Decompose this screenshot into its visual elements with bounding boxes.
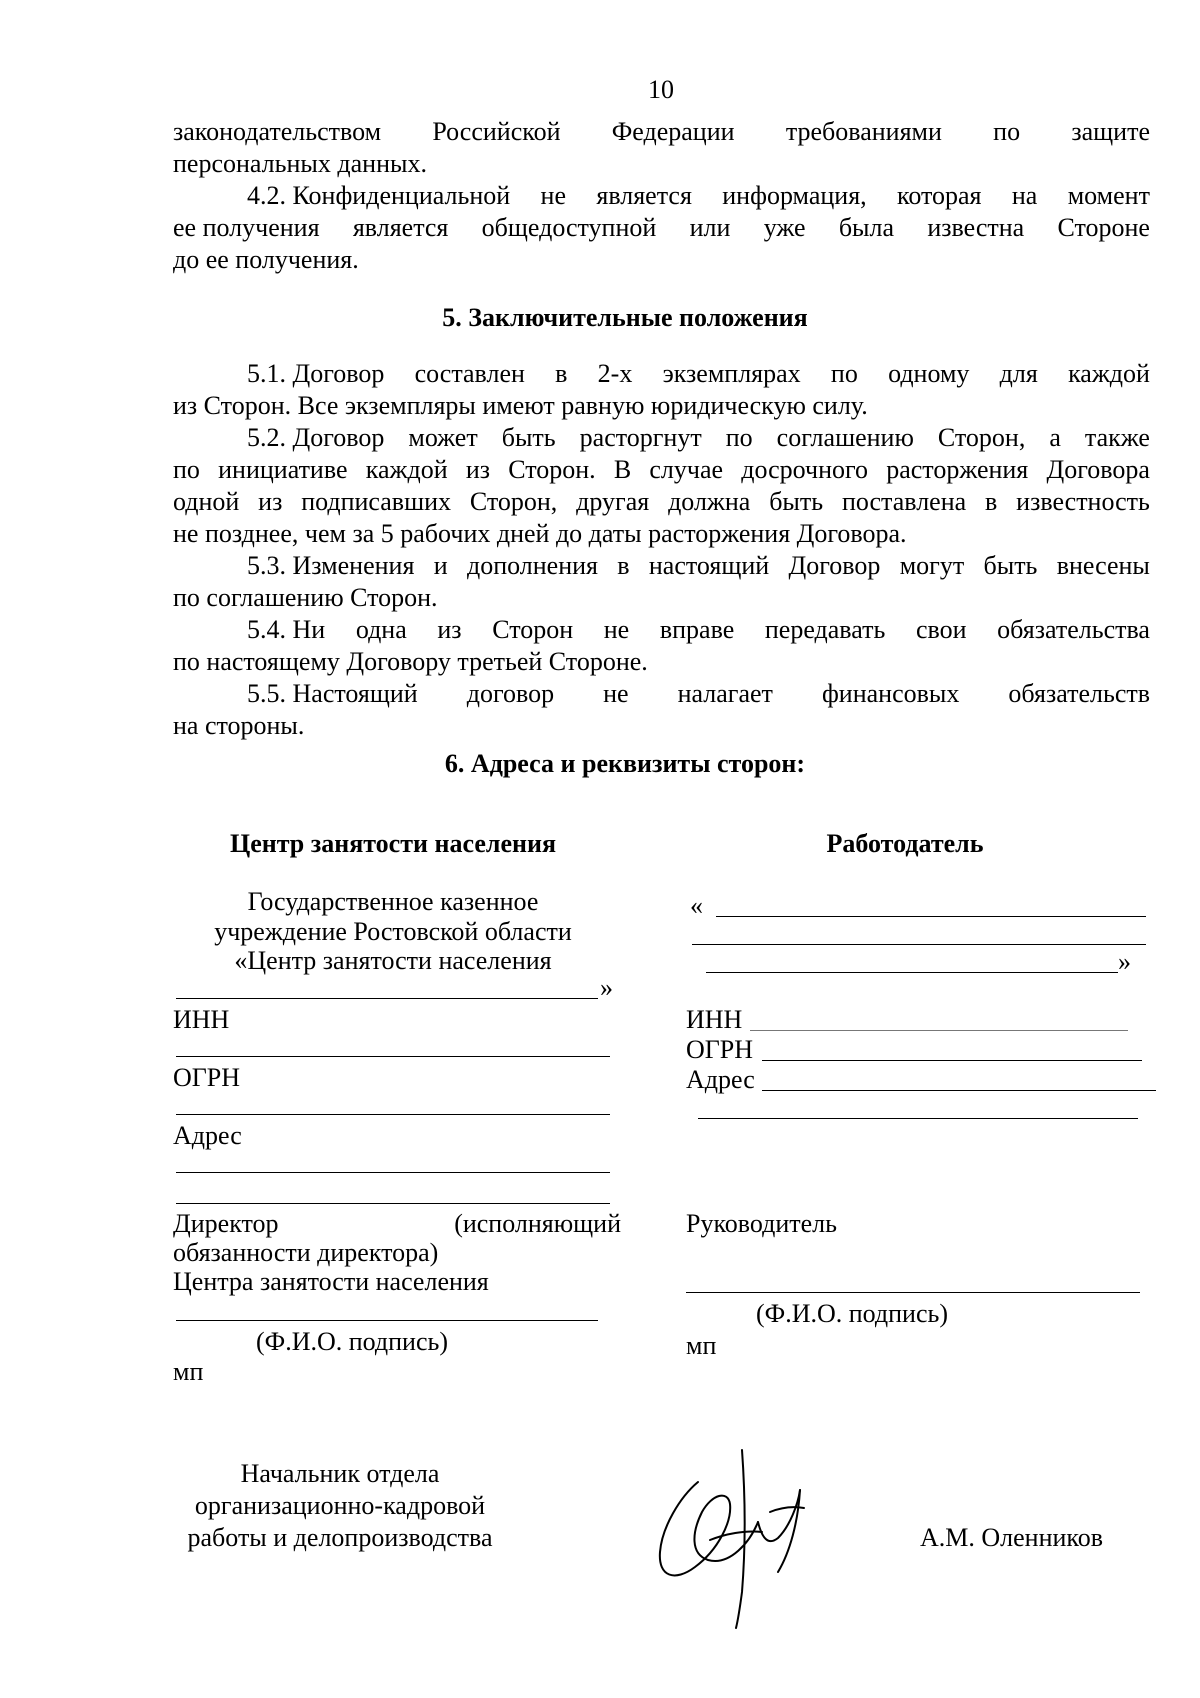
left-fio-caption: (Ф.И.О. подпись) <box>256 1327 449 1356</box>
word: В <box>613 455 632 484</box>
word: для <box>999 359 1038 388</box>
word: момент <box>1067 181 1150 210</box>
right-close-quote: » <box>1118 947 1131 976</box>
word: налагает <box>677 679 773 708</box>
p55-line-2: на стороны. <box>173 711 305 740</box>
word: не <box>603 679 629 708</box>
p51-line-1 <box>247 358 1150 390</box>
word: каждой <box>1068 359 1150 388</box>
right-mp: мп <box>686 1331 717 1360</box>
p53-line-2: по соглашению Сторон. <box>173 583 438 612</box>
word: одной <box>173 487 240 516</box>
word: в <box>555 359 568 388</box>
word: 5.5. Настоящий <box>247 679 418 708</box>
word: быть <box>501 423 556 452</box>
right-ogrn-label: ОГРН <box>686 1035 754 1064</box>
word: 5.2. Договор <box>247 423 385 452</box>
word: Стороне <box>1057 213 1150 242</box>
p52-line-2 <box>173 454 1150 486</box>
word: досрочного <box>741 455 869 484</box>
right-signature-blank <box>686 1292 1140 1293</box>
word: 5.4. Ни <box>247 615 326 644</box>
word: также <box>1084 423 1150 452</box>
footer-position-line-1: Начальник отдела <box>240 1459 440 1488</box>
word: на <box>1011 181 1038 210</box>
footer-position-line-2: организационно-кадровой <box>194 1491 486 1520</box>
word: подписавших <box>301 487 452 516</box>
p52-line-4: не позднее, чем за 5 рабочих дней до даты расторжения Договора. <box>173 519 907 548</box>
word: по <box>725 423 753 452</box>
word: инициативе <box>218 455 348 484</box>
word: быть <box>769 487 824 516</box>
word: настоящий <box>648 551 770 580</box>
section-5-title: 5. Заключительные положения <box>442 303 808 332</box>
word: которая <box>897 181 982 210</box>
word: Сторон <box>492 615 574 644</box>
word: расторгнут <box>579 423 702 452</box>
right-address-label: Адрес <box>686 1065 755 1094</box>
word: информация, <box>722 181 867 210</box>
word: 2-х <box>597 359 633 388</box>
word: защите <box>1071 117 1150 146</box>
word: известность <box>1016 487 1150 516</box>
footer-position-line-3: работы и делопроизводства <box>187 1523 493 1552</box>
word: законодательством <box>173 117 382 146</box>
p52-line-1 <box>247 422 1150 454</box>
left-org-line-1: Государственное казенное <box>247 887 539 916</box>
word: должна <box>668 487 751 516</box>
word: является <box>596 181 692 210</box>
left-director-word: Директор <box>173 1209 279 1238</box>
right-head-label: Руководитель <box>686 1209 837 1238</box>
word: и <box>433 551 448 580</box>
right-column-heading: Работодатель <box>826 829 984 858</box>
left-ogrn-label: ОГРН <box>173 1063 241 1092</box>
left-acting-word: (исполняющий <box>454 1209 621 1238</box>
word: каждой <box>365 455 448 484</box>
word: по <box>830 359 858 388</box>
left-org-line-3: «Центр занятости населения <box>234 946 552 975</box>
word: не <box>540 181 566 210</box>
left-close-quote: » <box>600 973 613 1002</box>
handwritten-signature <box>650 1442 840 1632</box>
section-6-title: 6. Адреса и реквизиты сторон: <box>444 749 806 778</box>
p54-line-2: по настоящему Договору третьей Стороне. <box>173 647 648 676</box>
right-open-quote: « <box>690 891 703 920</box>
right-inn-label: ИНН <box>686 1005 743 1034</box>
p42-line-2 <box>173 212 1150 244</box>
word: является <box>352 213 449 242</box>
right-name-blank-3 <box>706 972 1118 973</box>
word: уже <box>763 213 806 242</box>
word: или <box>689 213 731 242</box>
word: другая <box>576 487 650 516</box>
word: а <box>1049 423 1061 452</box>
p53-line-1 <box>247 550 1150 582</box>
word: не <box>603 615 630 644</box>
word: быть <box>983 551 1038 580</box>
p51-line-2: из Сторон. Все экземпляры имеют равную юридическую силу. <box>173 391 868 420</box>
word: свои <box>915 615 967 644</box>
left-address-blank-2 <box>176 1203 610 1204</box>
word: Договор <box>788 551 881 580</box>
page-number: 10 <box>648 75 674 104</box>
right-address-blank-1 <box>762 1090 1156 1091</box>
word: случае <box>649 455 724 484</box>
p54-line-1 <box>247 614 1150 646</box>
word: Федерации <box>611 117 735 146</box>
p42-line-3: до ее получения. <box>173 245 359 274</box>
word: Сторон. <box>508 455 596 484</box>
left-address-label: Адрес <box>173 1121 242 1150</box>
p55-line-1 <box>247 678 1150 710</box>
word: поставлена <box>841 487 967 516</box>
word: общедоступной <box>481 213 657 242</box>
word: в <box>617 551 630 580</box>
left-director-line-2: обязанности директора) <box>173 1238 439 1267</box>
left-inn-label: ИНН <box>173 1005 230 1034</box>
left-org-name-blank <box>176 998 598 999</box>
word: может <box>408 423 478 452</box>
word: составлен <box>414 359 525 388</box>
word: финансовых <box>821 679 960 708</box>
word: Договора <box>1046 455 1150 484</box>
word: дополнения <box>466 551 598 580</box>
left-ogrn-blank <box>176 1114 610 1115</box>
right-address-blank-2 <box>698 1118 1138 1119</box>
word: Сторон, <box>937 423 1026 452</box>
left-director-line-1 <box>173 1208 621 1240</box>
word: в <box>985 487 998 516</box>
word: Сторон, <box>469 487 558 516</box>
footer-signer-name: А.М. Оленников <box>920 1523 1104 1552</box>
word: одному <box>888 359 970 388</box>
word: могут <box>899 551 965 580</box>
right-ogrn-blank <box>762 1060 1142 1061</box>
left-address-blank-1 <box>176 1172 610 1173</box>
left-mp: мп <box>173 1357 204 1386</box>
word: из <box>258 487 283 516</box>
left-inn-blank <box>176 1056 610 1057</box>
left-director-line-3: Центра занятости населения <box>173 1267 489 1296</box>
word: вправе <box>659 615 735 644</box>
word: ее получения <box>173 213 320 242</box>
word: внесены <box>1056 551 1150 580</box>
left-org-line-2: учреждение Ростовской области <box>214 917 572 946</box>
word: соглашению <box>776 423 914 452</box>
word: 5.3. Изменения <box>247 551 415 580</box>
right-inn-blank <box>750 1030 1128 1031</box>
word: обязательств <box>1008 679 1150 708</box>
word: Российской <box>432 117 561 146</box>
word: была <box>838 213 895 242</box>
word: по <box>993 117 1021 146</box>
intro-line-1 <box>173 116 1150 148</box>
p52-line-3 <box>173 486 1150 518</box>
word: одна <box>355 615 407 644</box>
right-name-blank-2 <box>692 944 1146 945</box>
word: требованиями <box>785 117 942 146</box>
word: из <box>437 615 462 644</box>
word: по <box>173 455 200 484</box>
word: 4.2. Конфиденциальной <box>247 181 511 210</box>
word: обязательства <box>997 615 1150 644</box>
left-signature-blank <box>176 1320 598 1321</box>
p42-line-1 <box>247 180 1150 212</box>
right-name-blank-1 <box>716 916 1146 917</box>
word: передавать <box>764 615 886 644</box>
left-column-heading: Центр занятости населения <box>229 829 557 858</box>
right-fio-caption: (Ф.И.О. подпись) <box>756 1299 949 1328</box>
word: договор <box>466 679 555 708</box>
intro-line-2: персональных данных. <box>173 149 427 178</box>
word: из <box>465 455 490 484</box>
word: известна <box>927 213 1025 242</box>
word: 5.1. Договор <box>247 359 385 388</box>
word: расторжения <box>886 455 1029 484</box>
word: экземплярах <box>662 359 801 388</box>
